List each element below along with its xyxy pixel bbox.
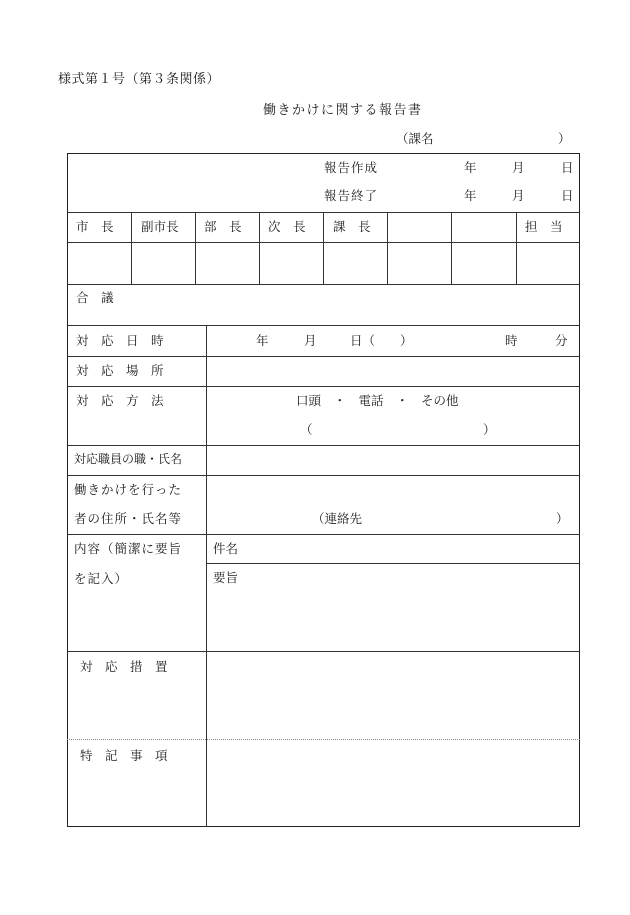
method-other-close-paren: ）: [483, 422, 496, 437]
content-label-line1: 内容（簡潔に要旨: [74, 541, 183, 556]
consultation-label: 合 議: [76, 290, 114, 305]
created-year: 年: [464, 160, 477, 175]
created-month: 月: [512, 160, 525, 175]
stamp-box-section-chief[interactable]: [324, 243, 386, 283]
datetime-year: 年: [256, 333, 269, 348]
staff-title-name-label: 対応職員の職・氏名: [74, 452, 183, 466]
report-finished-label: 報告終了: [324, 188, 379, 203]
approval-director: 部 長: [204, 219, 242, 234]
response-place-field[interactable]: [207, 357, 579, 385]
finished-month: 月: [512, 188, 525, 203]
section-name-open: （課名: [396, 131, 434, 146]
summary-label: 要旨: [213, 570, 239, 585]
method-other-open-paren: （: [300, 422, 313, 437]
approval-deputy-director: 次 長: [268, 219, 306, 234]
form-number: 様式第１号（第３条関係）: [58, 72, 221, 87]
petitioner-label-line1: 働きかけを行った: [74, 482, 183, 497]
response-datetime-label: 対 応 日 時: [76, 333, 164, 348]
row-divider: [67, 325, 580, 326]
stamp-box-director[interactable]: [196, 243, 258, 283]
response-measures-label: 対 応 措 置: [80, 659, 168, 674]
content-label-line2: を記入）: [74, 571, 129, 586]
approval-mayor: 市 長: [76, 219, 114, 234]
subject-label: 件名: [213, 541, 239, 556]
petitioner-contact-close: ）: [556, 511, 569, 526]
petitioner-contact-open: （連絡先: [312, 511, 363, 526]
datetime-hour: 時: [505, 333, 518, 348]
petitioner-label-line2: 者の住所・氏名等: [74, 511, 183, 526]
datetime-minute: 分: [555, 333, 568, 348]
response-measures-field[interactable]: [207, 652, 579, 738]
staff-title-name-field[interactable]: [207, 446, 579, 474]
row-divider: [67, 475, 580, 476]
row-divider: [67, 386, 580, 387]
document-title: 働きかけに関する報告書: [263, 103, 423, 118]
stamp-box-mayor[interactable]: [68, 243, 130, 283]
finished-day: 日: [561, 188, 574, 203]
row-divider: [206, 563, 580, 564]
approval-vice-mayor: 副市長: [141, 219, 179, 234]
approval-in-charge: 担 当: [525, 219, 563, 234]
response-method-label: 対 応 方 法: [76, 393, 164, 408]
special-remarks-label: 特 記 事 項: [80, 748, 168, 763]
stamp-box-blank-1[interactable]: [388, 243, 450, 283]
created-day: 日: [561, 160, 574, 175]
stamp-box-deputy-director[interactable]: [260, 243, 322, 283]
report-created-label: 報告作成: [324, 160, 379, 175]
section-name-close: ）: [558, 131, 571, 146]
stamp-box-in-charge[interactable]: [517, 243, 579, 283]
special-remarks-field[interactable]: [207, 740, 579, 826]
row-divider: [67, 534, 580, 535]
stamp-box-vice-mayor[interactable]: [132, 243, 194, 283]
response-method-options: 口頭 ・ 電話 ・ その他: [296, 393, 459, 408]
response-place-label: 対 応 場 所: [76, 363, 164, 378]
row-divider: [67, 284, 580, 285]
datetime-month: 月: [304, 333, 317, 348]
finished-year: 年: [464, 188, 477, 203]
datetime-day-weekday: 日（ ）: [350, 333, 413, 348]
stamp-box-blank-2[interactable]: [452, 243, 515, 283]
approval-section-chief: 課 長: [333, 219, 371, 234]
